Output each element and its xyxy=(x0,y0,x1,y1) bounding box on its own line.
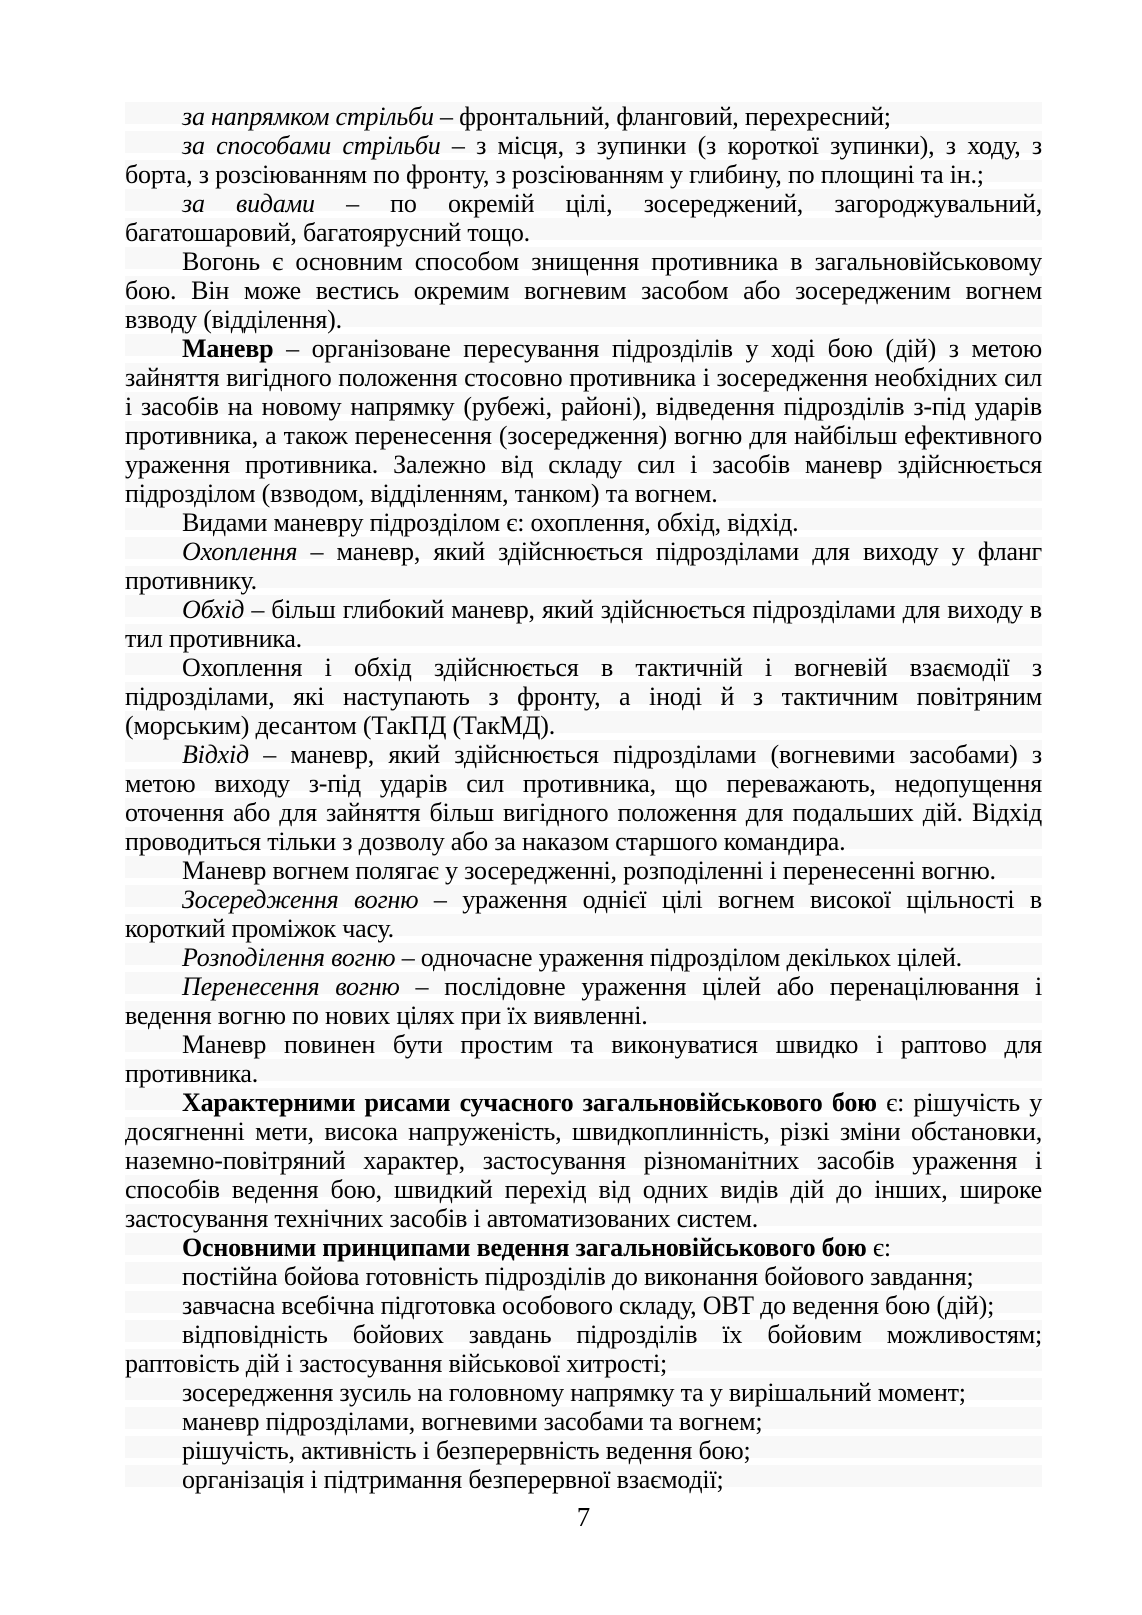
term-italic: за видами xyxy=(182,189,315,218)
text-run: – одночасне ураження підрозділом декількох цілей. xyxy=(395,943,962,972)
para-withdrawal xyxy=(125,740,1042,856)
term-italic: Зосередження вогню xyxy=(182,885,419,914)
term-italic: Перенесення вогню xyxy=(182,972,400,1001)
text-run: – по окремій цілі, зосереджений, загороджувальний, багатошаровий, багатоярусний тощо. xyxy=(125,189,1042,247)
text-run: постійна бойова готовність підрозділів до виконання бойового завдання; xyxy=(182,1262,974,1291)
para-fire-main-means xyxy=(125,247,1042,334)
text-run: завчасна всебічна підготовка особового складу, ОВТ до ведення бою (дій); xyxy=(182,1291,995,1320)
para-bypass xyxy=(125,595,1042,653)
term-italic: Розподілення вогню xyxy=(182,943,396,972)
para-fire-by-type xyxy=(125,189,1042,247)
text-run: Видами маневру підрозділом є: охоплення, обхід, відхід. xyxy=(182,508,799,537)
text-run: – фронтальний, фланговий, перехресний; xyxy=(433,102,891,131)
text-run: – більш глибокий маневр, який здійснюється підрозділами для виходу в тил противника. xyxy=(125,595,1042,653)
text-run: зосередження зусиль на головному напрямку та у вирішальний момент; xyxy=(182,1378,966,1407)
text-run: – ураження однієї цілі вогнем високої щільності в короткий проміжок часу. xyxy=(125,885,1042,943)
text-run: організація і підтримання безперервної взаємодії; xyxy=(182,1465,724,1494)
para-fire-shift xyxy=(125,972,1042,1030)
term-bold: Основними принципами ведення загальновійськового бою xyxy=(182,1233,867,1262)
para-envelopment-bypass-cooperation xyxy=(125,653,1042,740)
para-maneuver-kinds xyxy=(125,508,1042,537)
text-run: Маневр вогнем полягає у зосередженні, розподіленні і перенесенні вогню. xyxy=(182,856,996,885)
text-run: – послідовне ураження цілей або перенацілювання і ведення вогню по нових цілях при їх виявленні. xyxy=(125,972,1042,1030)
text-run: – маневр, який здійснюється підрозділами для виходу у фланг противнику. xyxy=(125,537,1042,595)
text-run: – організоване пересування підрозділів у ході бою (дій) з метою зайняття вигідного положення стосовно противника і зосередження необхідних сил і засобів на новому напрямку (рубежі, районі), відведення підрозділів з-під ударів противника, а також перенесення (зосередження) вогню для найбільш ефективного ураження противника. Залежно від складу сил і засобів маневр здійснюється підрозділом (взводом, відділенням, танком) та вогнем. xyxy=(125,334,1042,508)
term-bold: Маневр xyxy=(182,334,274,363)
para-fire-distribution xyxy=(125,943,1042,972)
para-principle-maneuver xyxy=(125,1407,1042,1436)
para-envelopment xyxy=(125,537,1042,595)
text-run: рішучість, активність і безперервність ведення бою; xyxy=(182,1436,751,1465)
para-principle-interaction xyxy=(125,1465,1042,1494)
term-italic: за напрямком стрільби xyxy=(182,102,434,131)
para-principle-preparation xyxy=(125,1291,1042,1320)
term-italic: за способами стрільби xyxy=(182,131,441,160)
text-run: маневр підрозділами, вогневими засобами та вогнем; xyxy=(182,1407,763,1436)
para-battle-characteristics xyxy=(125,1088,1042,1233)
para-fire-by-direction xyxy=(125,102,1042,131)
para-battle-principles-heading xyxy=(125,1233,1042,1262)
term-italic: Охоплення xyxy=(182,537,298,566)
para-maneuver-requirements xyxy=(125,1030,1042,1088)
para-principle-concentration xyxy=(125,1378,1042,1407)
text-run: є: рішучість у досягненні мети, висока напруженість, швидкоплинність, різкі зміни обстановки, наземно-повітряний характер, застосування різноманітних засобів ураження і способів ведення бою, швидкий перехід від одних видів дій до інших, широке застосування технічних засобів і автоматизованих систем. xyxy=(125,1088,1043,1233)
page-body-text xyxy=(125,102,1042,1494)
para-maneuver-definition xyxy=(125,334,1042,508)
text-run: Маневр повинен бути простим та виконуватися швидко і раптово для противника. xyxy=(125,1030,1042,1088)
term-italic: Обхід xyxy=(182,595,245,624)
text-run: – з місця, з зупинки (з короткої зупинки), з ходу, з борта, з розсіюванням по фронту, з розсіюванням у глибину, по площині та ін.; xyxy=(125,131,1042,189)
para-principle-correspondence xyxy=(125,1320,1042,1378)
page-number: 7 xyxy=(576,1502,591,1532)
para-principle-readiness xyxy=(125,1262,1042,1291)
text-run: Охоплення і обхід здійснюється в тактичній і вогневій взаємодії з підрозділами, які наступають з фронту, а іноді й з тактичним повітряним (морським) десантом (ТакПД (ТакМД). xyxy=(125,653,1042,740)
para-fire-maneuver xyxy=(125,856,1042,885)
para-fire-concentration xyxy=(125,885,1042,943)
term-italic: Відхід xyxy=(182,740,249,769)
para-principle-decisiveness xyxy=(125,1436,1042,1465)
term-bold: Характерними рисами сучасного загальновійськового бою xyxy=(182,1088,877,1117)
text-run: – маневр, який здійснюється підрозділами (вогневими засобами) з метою виходу з-під ударів сил противника, що переважають, недопущення оточення або для зайняття більш вигідного положення для подальших дій. Відхід проводиться тільки з дозволу або за наказом старшого командира. xyxy=(125,740,1042,856)
text-run: Вогонь є основним способом знищення противника в загальновійськовому бою. Він може вестись окремим вогневим засобом або зосередженим вогнем взводу (відділення). xyxy=(125,247,1042,334)
text-run: є: xyxy=(866,1233,891,1262)
text-run: відповідність бойових завдань підрозділів їх бойовим можливостям; раптовість дій і застосування військової хитрості; xyxy=(125,1320,1042,1378)
para-fire-by-method xyxy=(125,131,1042,189)
